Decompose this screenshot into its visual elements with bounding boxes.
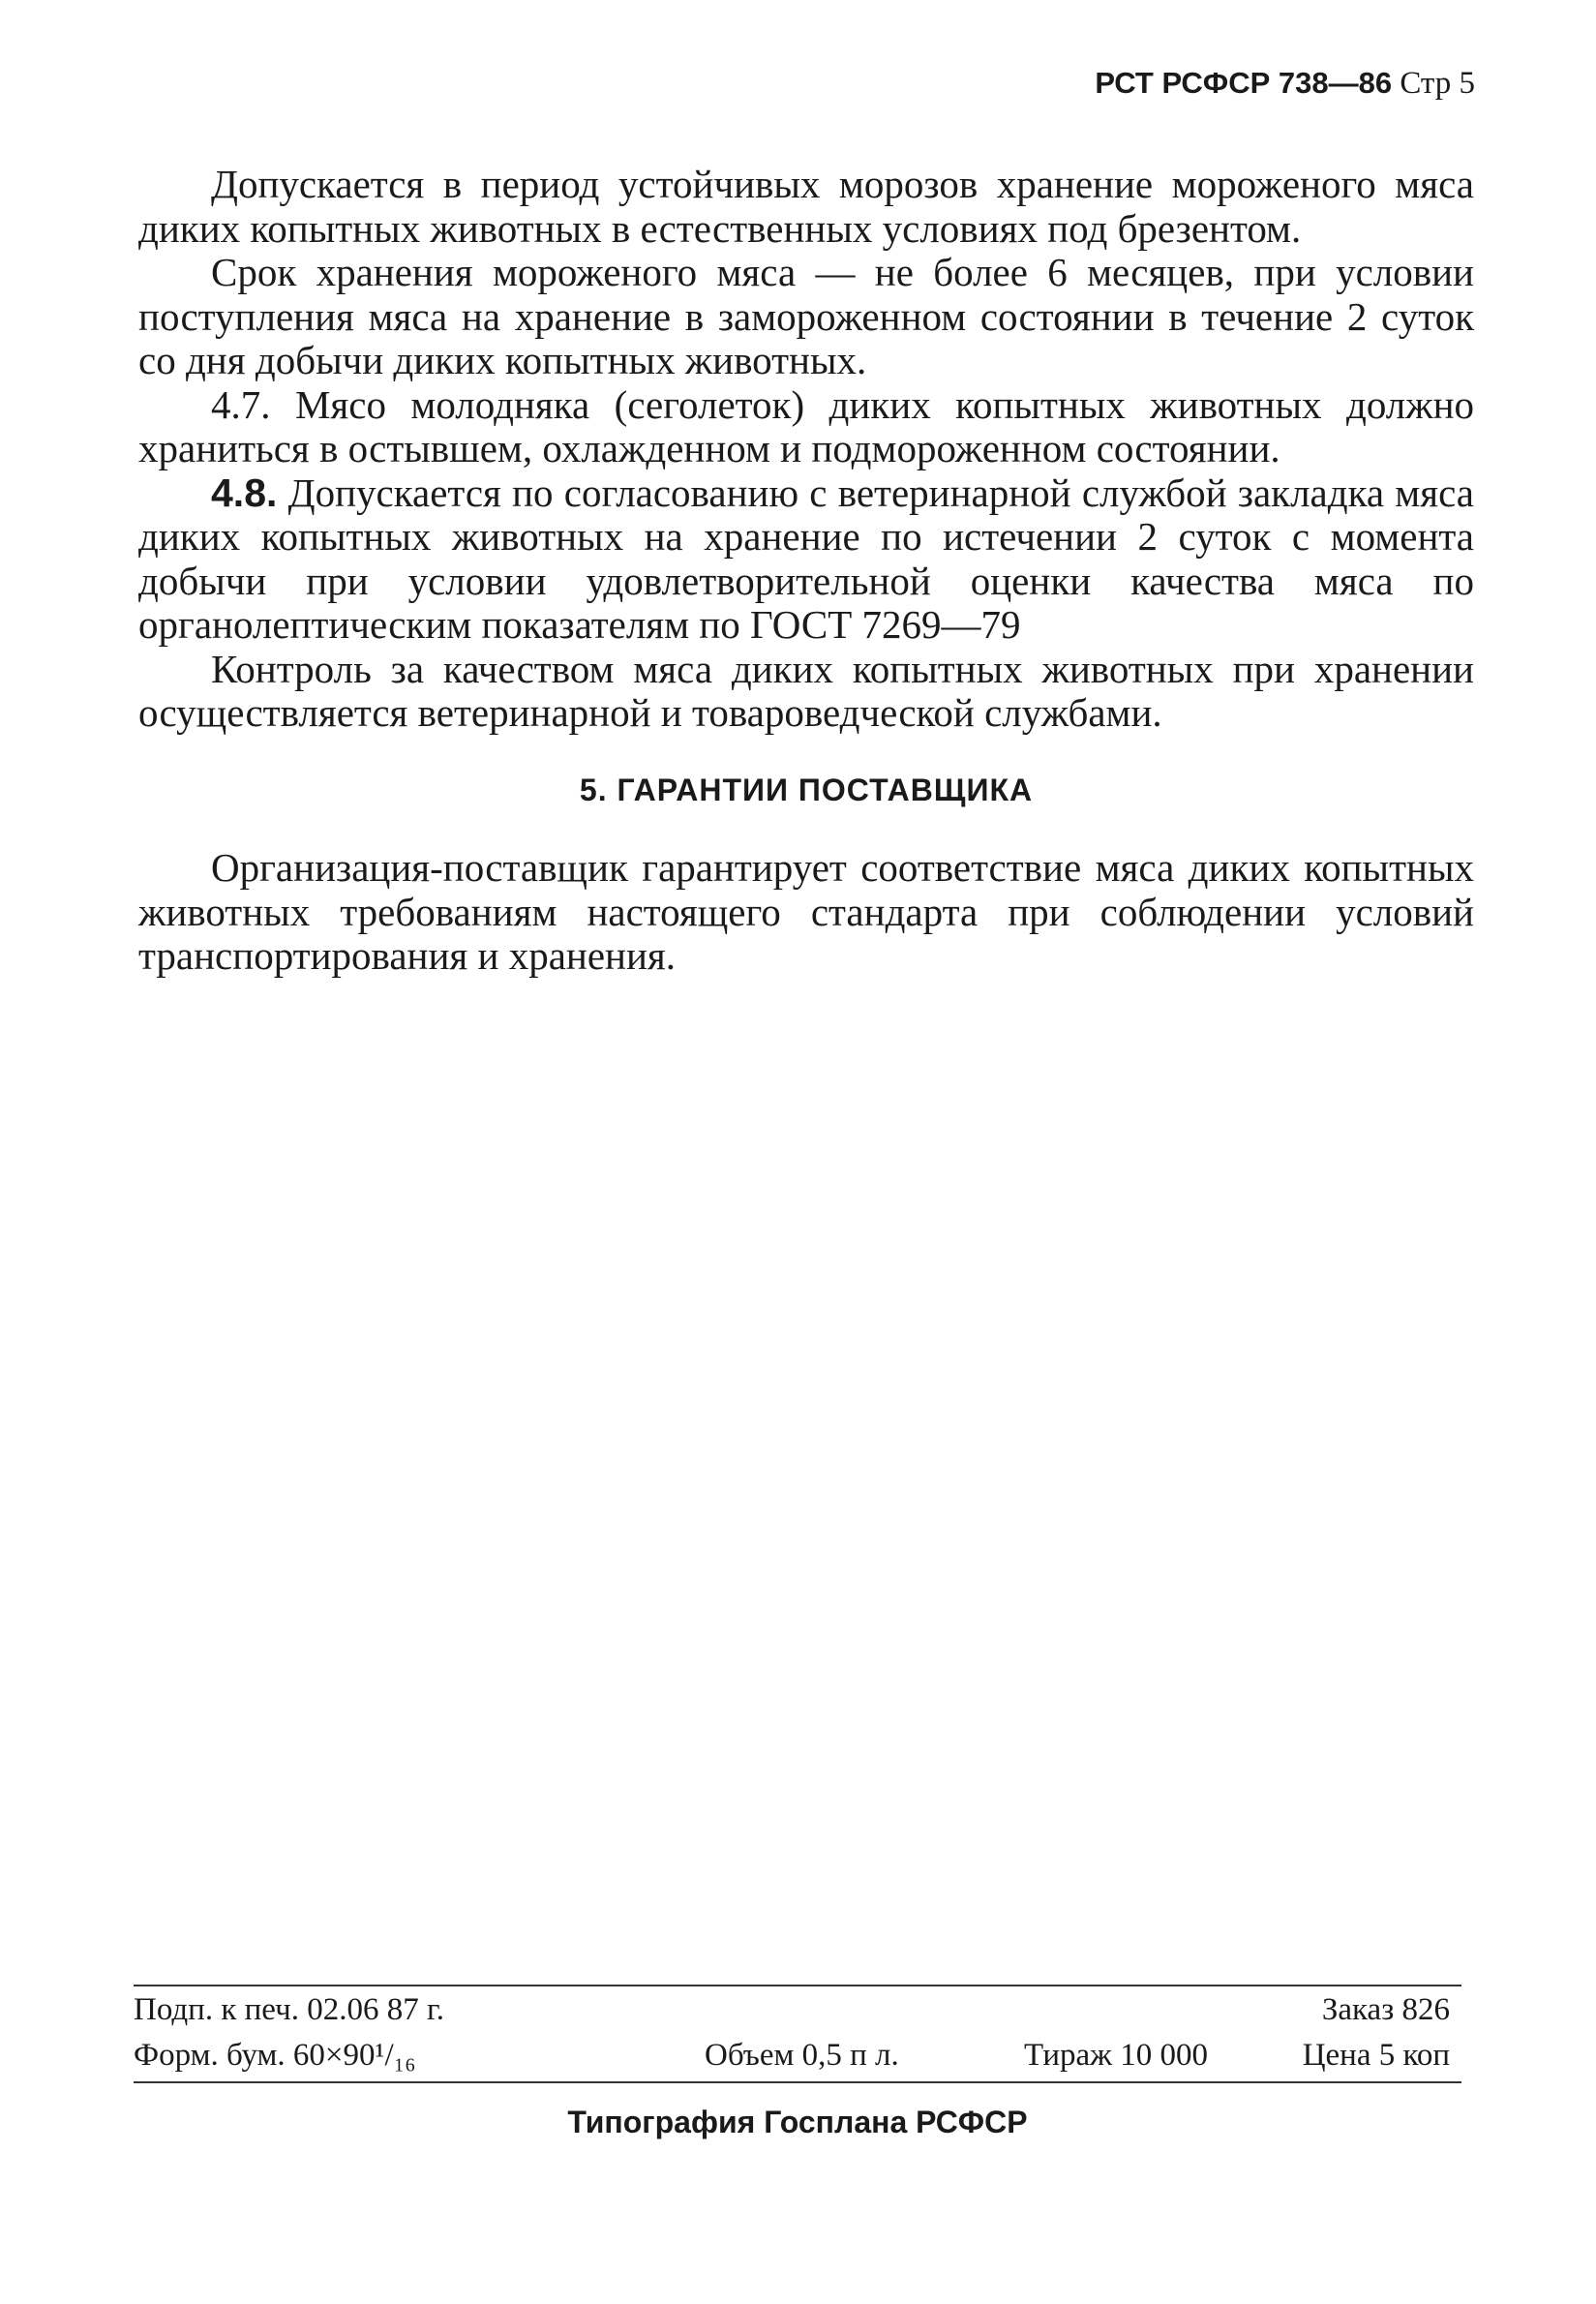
section-title: 5. ГАРАНТИИ ПОСТАВЩИКА (579, 772, 1034, 807)
page-number: Стр 5 (1400, 66, 1475, 101)
printer-name: Типография Госплана РСФСР (567, 2105, 1028, 2139)
paragraph-text: Допускается в период устойчивых морозов хранение мороженого мяса диких копытных животных в естественных условиях под брезентом. (138, 162, 1474, 251)
paper-format: Форм. бум. 60×90¹/₁₆ (134, 2038, 416, 2073)
clause-number: 4.7. (211, 381, 271, 427)
paragraph-storage-term (138, 251, 1474, 383)
running-header (1095, 66, 1475, 102)
paragraph-supplier-guarantee (138, 846, 1474, 979)
paragraph-quality-control (138, 648, 1474, 736)
paragraph-text: Контроль за качеством мяса диких копытных животных при хранении осуществляется ветеринарной и товароведческой службами. (138, 646, 1474, 735)
imprint-row-2 (134, 2032, 1461, 2077)
body-text (138, 163, 1474, 979)
imprint-row-1 (134, 1986, 1461, 2032)
order-number: Заказ 826 (1321, 1992, 1450, 2027)
price: Цена 5 коп (1302, 2038, 1450, 2073)
paragraph-text: Мясо молодняка (сеголеток) диких копытных животных должно храниться в остывшем, охлажденном и подмороженном состоянии. (138, 381, 1475, 470)
clause-number: 4.8. (211, 470, 278, 515)
paragraph-text: Допускается по согласованию с ветеринарной службой закладка мяса диких копытных животных на хранение по истечении 2 суток с момента добычи при условии удовлетворительной оценки качества мяса по органолептическим показателям по ГОСТ 7269—79 (138, 470, 1474, 647)
paragraph-text: Срок хранения мороженого мяса — не более 6 месяцев, при условии поступления мяса на хранение в замороженном состоянии в течение 2 суток со дня добычи диких копытных животных. (138, 250, 1474, 382)
print-run: Тираж 10 000 (1024, 2038, 1208, 2073)
volume: Объем 0,5 п л. (705, 2038, 899, 2073)
signed-to-print: Подп. к печ. 02.06 87 г. (134, 1992, 445, 2027)
paragraph-frozen-storage (138, 163, 1474, 251)
paragraph-text: Организация-поставщик гарантирует соответствие мяса диких копытных животных требованиям настоящего стандарта при соблюдении условий транспортирования и хранения. (138, 845, 1474, 978)
print-imprint (134, 1985, 1461, 2140)
divider (134, 2081, 1461, 2083)
clause-4-8 (138, 471, 1474, 648)
clause-4-7 (138, 383, 1474, 471)
standard-code: РСТ РСФСР 738—86 (1095, 66, 1393, 100)
